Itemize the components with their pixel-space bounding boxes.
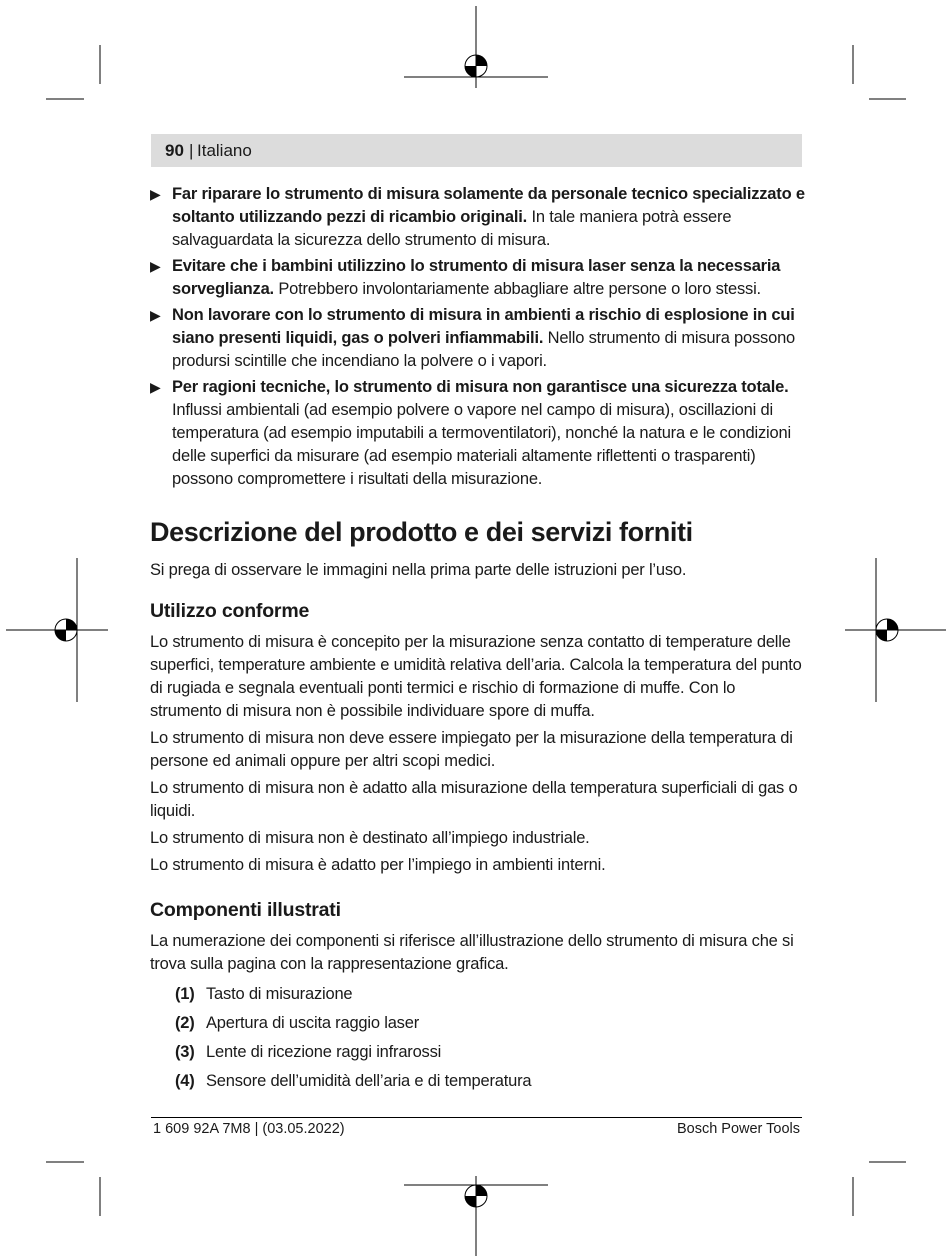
footer-divider — [151, 1117, 802, 1118]
page-header — [151, 134, 802, 167]
main-content — [150, 183, 806, 1099]
warning-text: In tale maniera potrà essere salvaguardata la sicurezza dello strumento di misura. — [172, 208, 732, 249]
use-title: Utilizzo conforme — [150, 600, 310, 622]
use-paragraph: Lo strumento di misura è concepito per la misurazione senza contatto di temperature delle superfici, temperature ambiente e umidità relativa dell’aria. Calcola la temperatura del punto di rugiada e segnala eventuali ponti termici e rischio di formazione di muffe. Con lo strumento di misura non è possibile individuare spore di muffa. — [150, 633, 802, 720]
component-number: (3) — [175, 1043, 195, 1061]
warning-bold: Evitare che i bambini utilizzino lo strumento di misura laser senza la necessaria sorveglianza. — [172, 257, 781, 298]
components-intro: La numerazione dei componenti si riferisce all’illustrazione dello strumento di misura che si trova sulla pagina con la rappresentazione grafica. — [150, 932, 794, 973]
warning-item — [150, 255, 806, 301]
warning-bold: Far riparare lo strumento di misura solamente da personale tecnico specializzato e soltanto utilizzando pezzi di ricambio originali. — [172, 185, 805, 226]
bullet-arrow-icon: ▶ — [150, 186, 161, 202]
component-item — [150, 1070, 806, 1093]
component-number: (2) — [175, 1014, 195, 1032]
warning-text: Influssi ambientali (ad esempio polvere o vapore nel campo di misura), oscillazioni di temperatura (ad esempio imputabili a termoventilatori), nonché la natura e le condizioni delle superfici da misurare (ad esempio materiali altamente riflettenti o trasparenti) possono compromettere i risultati della misurazione. — [172, 401, 791, 488]
components-title: Componenti illustrati — [150, 899, 341, 921]
section-title: Descrizione del prodotto e dei servizi forniti — [150, 517, 693, 547]
warning-text: Nello strumento di misura possono prodursi scintille che incendiano la polvere o i vapori. — [172, 329, 796, 370]
header-language: Italiano — [197, 141, 252, 160]
component-item — [150, 1041, 806, 1064]
component-label: Tasto di misurazione — [206, 985, 353, 1003]
use-paragraph: Lo strumento di misura non deve essere impiegato per la misurazione della temperatura di persone ed animali oppure per altri scopi medici. — [150, 729, 793, 770]
component-item — [150, 983, 806, 1006]
component-number: (4) — [175, 1072, 195, 1090]
component-label: Apertura di uscita raggio laser — [206, 1014, 419, 1032]
use-paragraph: Lo strumento di misura non è destinato all’impiego industriale. — [150, 829, 590, 847]
use-paragraph: Lo strumento di misura è adatto per l’impiego in ambienti interni. — [150, 856, 606, 874]
component-label: Sensore dell’umidità dell’aria e di temperatura — [206, 1072, 532, 1090]
warning-item — [150, 376, 806, 491]
header-separator: | — [189, 141, 194, 160]
section-intro: Si prega di osservare le immagini nella prima parte delle istruzioni per l’uso. — [150, 561, 687, 579]
warning-text: Potrebbero involontariamente abbagliare altre persone o loro stessi. — [273, 280, 761, 298]
warning-bold: Non lavorare con lo strumento di misura in ambienti a rischio di esplosione in cui siano presenti liquidi, gas o polveri infiammabili. — [172, 306, 795, 347]
bullet-arrow-icon: ▶ — [150, 379, 161, 395]
component-label: Lente di ricezione raggi infrarossi — [206, 1043, 442, 1061]
warning-item — [150, 304, 806, 373]
component-item — [150, 1012, 806, 1035]
bullet-arrow-icon: ▶ — [150, 307, 161, 323]
warning-item — [150, 183, 806, 252]
component-number: (1) — [175, 985, 195, 1003]
footer-brand: Bosch Power Tools — [676, 1121, 800, 1137]
use-paragraph: Lo strumento di misura non è adatto alla misurazione della temperatura superficiali di gas o liquidi. — [150, 779, 798, 820]
warning-bold: Per ragioni tecniche, lo strumento di misura non garantisce una sicurezza totale. — [172, 378, 789, 396]
footer-doc-id: 1 609 92A 7M8 | (03.05.2022) — [153, 1121, 345, 1137]
bullet-arrow-icon: ▶ — [150, 258, 161, 274]
page-number: 90 — [165, 141, 184, 160]
